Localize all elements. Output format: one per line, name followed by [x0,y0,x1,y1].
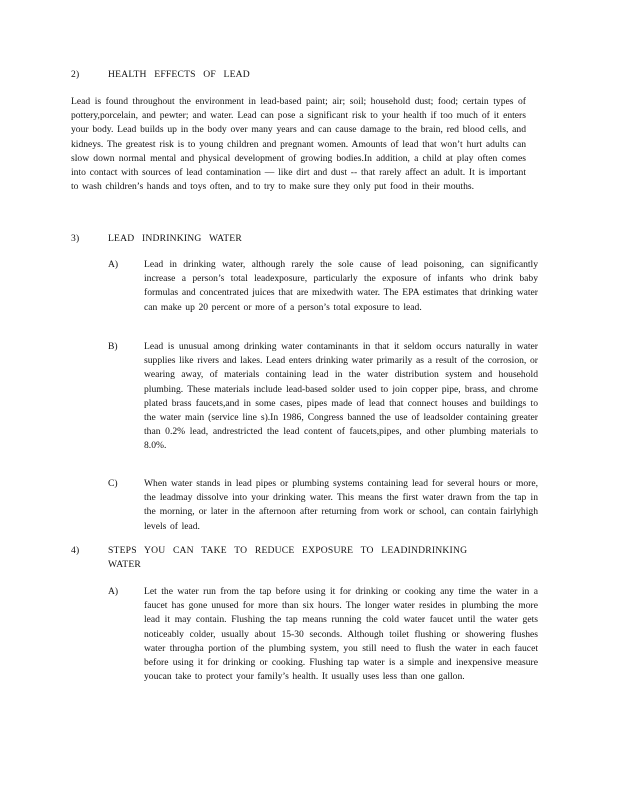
section-4-title: STEPS YOU CAN TAKE TO REDUCE EXPOSURE TO LEADINDRINKING WATER [108,545,468,571]
item-letter: C) [108,478,118,489]
item-text: When water stands in lead pipes or plumbing systems containing lead for several hours or more, the leadmay dissolve into your drinking water. This means the first water drawn from the tap in the morning, or later in the afternoon after returning from work or school, can contain fairlyhigh levels of lead. [144,478,538,532]
section-2-title: HEALTH EFFECTS OF LEAD [108,69,250,80]
item-text: Lead in drinking water, although rarely the sole cause of lead poisoning, can significantly increase a person’s total leadexposure, particularly the exposure of infants who drink baby formulas and concentrated juices that are mixedwith water. The EPA estimates that drinking water can make up 20 percent or more of a person’s total exposure to lead. [144,259,538,313]
item-text: Let the water run from the tap before using it for drinking or cooking any time the water in a faucet has gone unused for more than six hours. The longer water resides in plumbing the more lead it may contain. Flushing the tap means running the cold water faucet until the water gets noticeably colder, usually about 15-30 seconds. Although toilet flushing or showering flushes water througha portion of the plumbing system, you still need to flush the water in each faucet before using it for drinking or cooking. Flushing tap water is a simple and inexpensive measure youcan take to protect your family’s health. It usually uses less than one gallon. [144,586,538,683]
section-4-number: 4) [71,545,80,556]
section-3-heading [71,232,242,246]
section-3-title: LEAD INDRINKING WATER [108,233,242,244]
item-letter: A) [108,259,119,270]
section-2-heading [71,68,250,82]
section-2-number: 2) [71,69,80,80]
item-text: Lead is unusual among drinking water contaminants in that it seldom occurs naturally in water supplies like rivers and lakes. Lead enters drinking water primarily as a result of the corrosion, or wearing away, of materials containing lead in the water distribution system and household plumbing. These materials include lead-based solder used to join copper pipe, brass, and chrome plated brass faucets,and in some cases, pipes made of lead that connect houses and buildings to the water main (service line s).In 1986, Congress banned the use of leadsolder containing greater than 0.2% lead, andrestricted the lead content of faucets,pipes, and other plumbing materials to 8.0%. [144,341,538,452]
item-letter: A) [108,586,119,597]
section-3-number: 3) [71,233,80,244]
section-4-heading [71,544,498,572]
section-2-body: Lead is found throughout the environment in lead-based paint; air; soil; household dust; food; certain types of pottery,porcelain, and pewter; and water. Lead can pose a significant risk to your health if too much of it enters your body. Lead builds up in the body over many years and can cause damage to the brain, red blood cells, and kidneys. The greatest risk is to young children and pregnant women. Amounts of lead that won’t hurt adults can slow down normal mental and physical development of growing bodies.In addition, a child at play often comes into contact with sources of lead contamination — like dirt and dust -- that rarely affect an adult. It is important to wash children’s hands and toys often, and to try to make sure they only put food in their mouths. [71,96,526,193]
item-letter: B) [108,341,118,352]
